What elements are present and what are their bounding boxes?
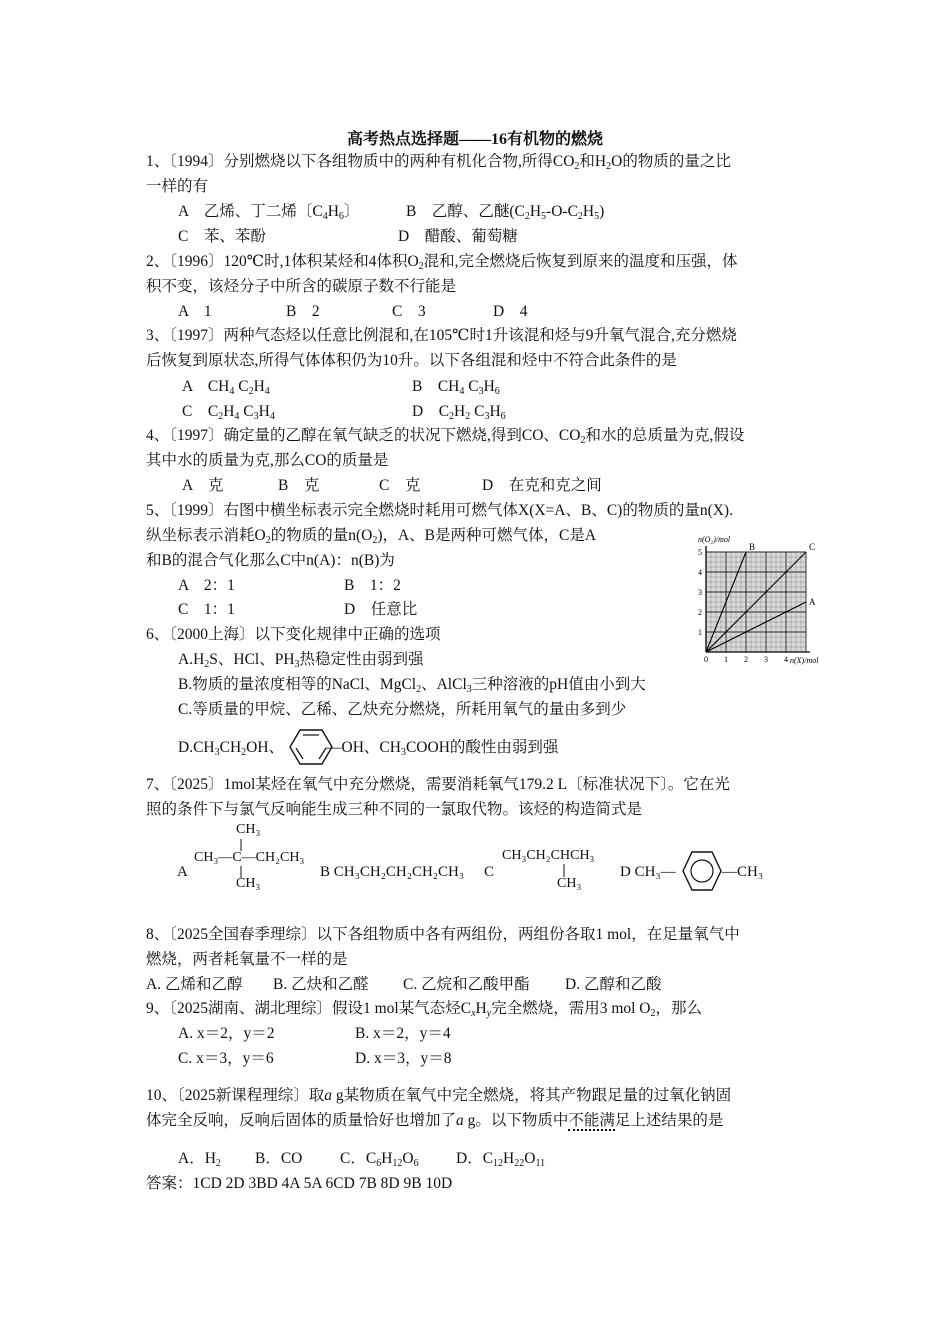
chart-x-tick-label: 0 bbox=[704, 655, 708, 664]
question-9-option-a: A. x＝2，y＝2 bbox=[178, 1025, 275, 1042]
question-4-option-d: D 在克和克之间 bbox=[482, 477, 602, 494]
question-2-option-d: D 4 bbox=[493, 303, 528, 320]
question-8-stem: 8、〔2025全国春季理综〕以下各组物质中各有两组份，两组份各取1 mol，在足量氧气中 bbox=[146, 926, 740, 943]
question-4-option-b: B 克 bbox=[278, 477, 320, 494]
question-7-stem-2: 照的条件下与氯气反响能生成三种不同的一氯取代物。该烃的构造简式是 bbox=[146, 801, 643, 818]
question-6-option-a: $A.H_2S$、HCl、$PH_3$热稳定性由弱到强 bbox=[178, 651, 424, 670]
question-3-option-a: A $CH_4$ $C_2H_4$ bbox=[182, 378, 270, 397]
question-7-c-top: CH₃CH₂CHCH₃ bbox=[502, 848, 595, 863]
question-7-c-bond bbox=[559, 863, 569, 879]
question-1-option-b: B 乙醇、乙醚$(C_2H_5-O-C_2H_5)$ bbox=[406, 203, 605, 222]
question-5-stem-2: 纵坐标表示消耗$O_2$的物质的量$n(O_2)$，A、B是两种可燃气体，C是A bbox=[146, 527, 597, 546]
question-9-option-c: C. x＝3，y＝6 bbox=[178, 1050, 274, 1067]
question-8-option-d: D. 乙醇和乙酸 bbox=[565, 976, 662, 993]
chart-y-tick-label: 3 bbox=[698, 588, 702, 597]
chart-y-axis-label: n(O₂)/mol bbox=[698, 535, 731, 544]
question-9-stem: 9、〔2025湖南、湖北理综〕假设1 mol某气态烃$C_xH_y$完全燃烧，需用3 mol $O_2$，那么 bbox=[146, 1000, 703, 1019]
question-2-stem-2: 积不变，该烃分子中所含的碳原子数不行能是 bbox=[146, 278, 457, 295]
question-5-stem-3: 和B的混合气化那么C中n(A)：n(B)为 bbox=[146, 552, 395, 569]
question-3-option-c: C $C_2H_4$ $C_3H_4$ bbox=[182, 403, 275, 422]
question-8-option-c: C. 乙烷和乙酸甲酯 bbox=[403, 976, 530, 993]
question-7-a-bot: CH₃ bbox=[236, 876, 261, 891]
question-4-stem: 4、〔1997〕确定量的乙醇在氧气缺乏的状况下燃烧,得到CO、$CO_2$和水的总质量为克,假设 bbox=[146, 427, 745, 446]
question-1-option-c: C 苯、苯酚 bbox=[178, 228, 266, 245]
question-7-c-bot: CH₃ bbox=[557, 876, 582, 891]
question-5-option-d: D 任意比 bbox=[344, 601, 418, 618]
chart-x-axis-label: n(X)/mol bbox=[790, 656, 819, 665]
question-5-stem: 5、〔1999〕右图中横坐标表示完全燃烧时耗用可燃气体X(X=A、B、C)的物质的量n(X). bbox=[146, 502, 733, 519]
question-4-stem-2: 其中水的质量为克,那么CO的质量是 bbox=[146, 452, 389, 469]
question-7-stem: 7、〔2025〕1mol某烃在氧气中充分燃烧，需要消耗氧气179.2 L〔标准状况下〕。它在光 bbox=[146, 776, 730, 793]
question-7-a-mid: CH₃—C—CH₂CH₃ bbox=[194, 850, 305, 865]
question-9-option-d: D. x＝3，y＝8 bbox=[355, 1050, 452, 1067]
question-4-option-c: C 克 bbox=[379, 477, 421, 494]
question-3-stem-2: 后恢复到原状态,所得气体体积仍为10升。以下各组混和烃中不符合此条件的是 bbox=[146, 352, 677, 369]
question-7-option-b: B CH₃CH₂CH₂CH₂CH₃ bbox=[320, 864, 465, 880]
question-7-label-c: C bbox=[484, 864, 495, 880]
chart-series-label-A: A bbox=[809, 597, 816, 607]
question-1-stem-2: 一样的有 bbox=[146, 178, 209, 195]
question-1-option-a: A 乙烯、丁二烯〔$C_4H_6$〕 bbox=[178, 203, 360, 222]
question-5-option-c: C 1：1 bbox=[178, 601, 235, 618]
question-10-option-d: D．$C_{12}H_{22}O_{11}$ bbox=[456, 1150, 546, 1169]
question-2-stem: 2、〔1996〕120℃时,1体积某烃和4体积$O_2$混和,完全燃烧后恢复到原来的温度和压强，体 bbox=[146, 253, 738, 272]
question-1-option-d: D 醋酸、葡萄糖 bbox=[398, 228, 518, 245]
question-7-label-a: A bbox=[177, 864, 188, 880]
chart-x-tick-label: 3 bbox=[764, 655, 768, 664]
chart-y-tick-label: 1 bbox=[698, 628, 702, 637]
benzene-ring-icon bbox=[289, 728, 333, 766]
answer-key: 答案：1CD 2D 3BD 4A 5A 6CD 7B 8D 9B 10D bbox=[146, 1175, 453, 1192]
page-title: 高考热点选择题——16有机物的燃烧 bbox=[346, 131, 603, 148]
question-2-option-b: B 2 bbox=[286, 303, 320, 320]
question-3-option-b: B $CH_4$ $C_3H_6$ bbox=[412, 378, 500, 397]
question-6-option-d: $D.CH_3CH_2OH$、 —OH、$CH_3COOH$的酸性由弱到强 bbox=[178, 739, 559, 758]
question-7-a-bonds bbox=[236, 836, 246, 880]
question-8-option-a: A. 乙烯和乙醇 bbox=[146, 976, 243, 993]
toluene-ring-icon bbox=[682, 850, 722, 892]
question-10-stem: 10、〔2025新课程理综〕取a g某物质在氧气中完全燃烧，将其产物跟足量的过氧化钠固 bbox=[146, 1087, 732, 1104]
question-10-option-c: C．$C_6H_{12}O_6$ bbox=[340, 1150, 419, 1169]
question-2-option-c: C 3 bbox=[392, 303, 426, 320]
chart-y-tick-label: 5 bbox=[698, 548, 702, 557]
question-5-option-a: A 2：1 bbox=[178, 577, 235, 594]
question-7-option-d-end: —CH₃ bbox=[722, 864, 764, 880]
chart-series-label-B: B bbox=[749, 542, 756, 552]
chart-y-tick-label: 4 bbox=[698, 568, 702, 577]
question-7-option-d: D CH₃— bbox=[620, 864, 676, 880]
question-5-chart bbox=[688, 532, 838, 672]
chart-x-tick-label: 4 bbox=[784, 655, 788, 664]
question-10-option-a: A．$H_2$ bbox=[178, 1150, 221, 1169]
question-4-option-a: A 克 bbox=[182, 477, 224, 494]
chart-x-tick-label: 2 bbox=[744, 655, 748, 664]
question-6-option-c: C.等质量的甲烷、乙稀、乙炔充分燃烧，所耗用氧气的量由多到少 bbox=[178, 701, 627, 718]
question-3-stem: 3、〔1997〕两种气态烃以任意比例混和,在105℃时1升该混和烃与9升氧气混合,充分燃烧 bbox=[146, 327, 737, 344]
chart-y-tick-label: 2 bbox=[698, 608, 702, 617]
question-6-stem: 6、〔2000上海〕以下变化规律中正确的选项 bbox=[146, 626, 441, 643]
question-6-option-b: B.物质的量浓度相等的NaCl、MgCl$_2$、AlCl$_3$三种溶液的pH值由小到大 bbox=[178, 676, 646, 695]
question-10-stem-2: 体完全反响，反响后固体的质量恰好也增加了a g。以下物质中不能满足上述结果的是 bbox=[146, 1112, 724, 1129]
question-9-option-b: B. x＝2，y＝4 bbox=[355, 1025, 451, 1042]
chart-x-tick-label: 1 bbox=[724, 655, 728, 664]
question-8-stem-2: 燃烧，两者耗氧量不一样的是 bbox=[146, 951, 348, 968]
question-3-option-d: D $C_2H_2$ $C_3H_6$ bbox=[412, 403, 506, 422]
chart-series-label-C: C bbox=[809, 542, 816, 552]
question-8-option-b: B. 乙炔和乙醛 bbox=[273, 976, 369, 993]
question-2-option-a: A 1 bbox=[178, 303, 212, 320]
question-10-option-b: B．CO bbox=[255, 1150, 303, 1167]
question-1-stem: 1、〔1994〕分别燃烧以下各组物质中的两种有机化合物,所得$CO_2$和$H_2O$的物质的量之比 bbox=[146, 153, 731, 172]
question-5-option-b: B 1：2 bbox=[344, 577, 401, 594]
question-7-a-top: CH₃ bbox=[236, 822, 261, 837]
